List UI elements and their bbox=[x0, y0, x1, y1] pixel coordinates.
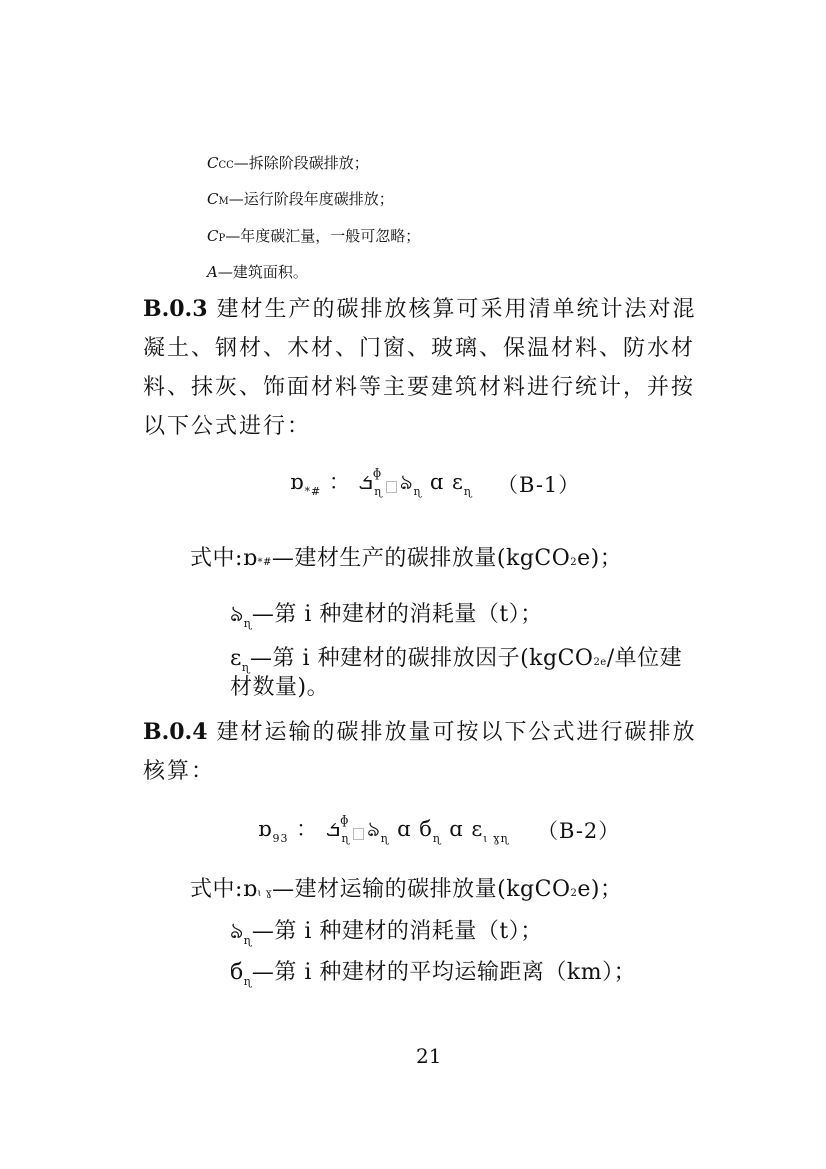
b03-item-consumption: ঌ$_ɳ$—第 i 种建材的消耗量（t）； bbox=[230, 602, 543, 630]
section-label-b03: B.0.3 bbox=[143, 296, 208, 322]
missing-glyph-box bbox=[353, 828, 364, 840]
formula-b2: ɒ$_{93}$ ： ܭ$^ɸ_ɳ$ ঌ$_ɳ$ ɑ $б_ɳ$ ɑ ɛ$_{ɩ ɣɳ}$ bbox=[258, 813, 510, 845]
definition-a: A—建筑面积。 bbox=[207, 263, 308, 281]
b03-item-factor-cont: 材数量)。 bbox=[230, 675, 330, 700]
b03-line-2: 凝土、钢材、木材、门窗、玻璃、保温材料、防水材 bbox=[143, 336, 696, 361]
definition-ccc: CCC—拆除阶段碳排放； bbox=[207, 154, 369, 172]
definition-cp: CP—年度碳汇量，一般可忽略； bbox=[207, 227, 421, 245]
b04-item-distance: $б_ɳ—$第 i 种建材的平均运输距离（km）； bbox=[230, 960, 637, 988]
formula-b1-number: （B-1） bbox=[497, 473, 581, 497]
b03-where: 式中:ɒ*#—建材生产的碳排放量(kgCO2e)； bbox=[190, 546, 623, 571]
b03-line-4: 以下公式进行： bbox=[143, 414, 312, 439]
page-number: 21 bbox=[416, 1044, 442, 1068]
formula-b1: ɒ$_{*\#}$ ： ܭ$^ɸ_ɳ$ ঌ$_ɳ$ ɑ ɛ$_ɳ$ bbox=[290, 466, 473, 498]
missing-glyph-box bbox=[386, 481, 397, 493]
b03-line-3: 料、抹灰、饰面材料等主要建筑材料进行统计，并按 bbox=[143, 375, 696, 400]
b04-line-2: 核算： bbox=[143, 759, 216, 784]
formula-b2-number: （B-2） bbox=[537, 819, 621, 843]
b03-line-1: B.0.3 建材生产的碳排放核算可采用清单统计法对混 bbox=[143, 296, 697, 322]
b04-where: 式中:ɒɩ ɣ—建材运输的碳排放量(kgCO2e)； bbox=[190, 877, 623, 902]
definition-cm: CM—运行阶段年度碳排放； bbox=[207, 190, 394, 208]
b04-line-1: B.0.4 建材运输的碳排放量可按以下公式进行碳排放 bbox=[143, 719, 697, 745]
section-label-b04: B.0.4 bbox=[143, 719, 208, 745]
b04-item-consumption: ঌ$_ɳ$—第 i 种建材的消耗量（t）； bbox=[230, 919, 543, 947]
b03-item-factor: ɛ$_ɳ$—第 i 种建材的碳排放因子(kgCO2e/单位建 bbox=[230, 646, 683, 674]
